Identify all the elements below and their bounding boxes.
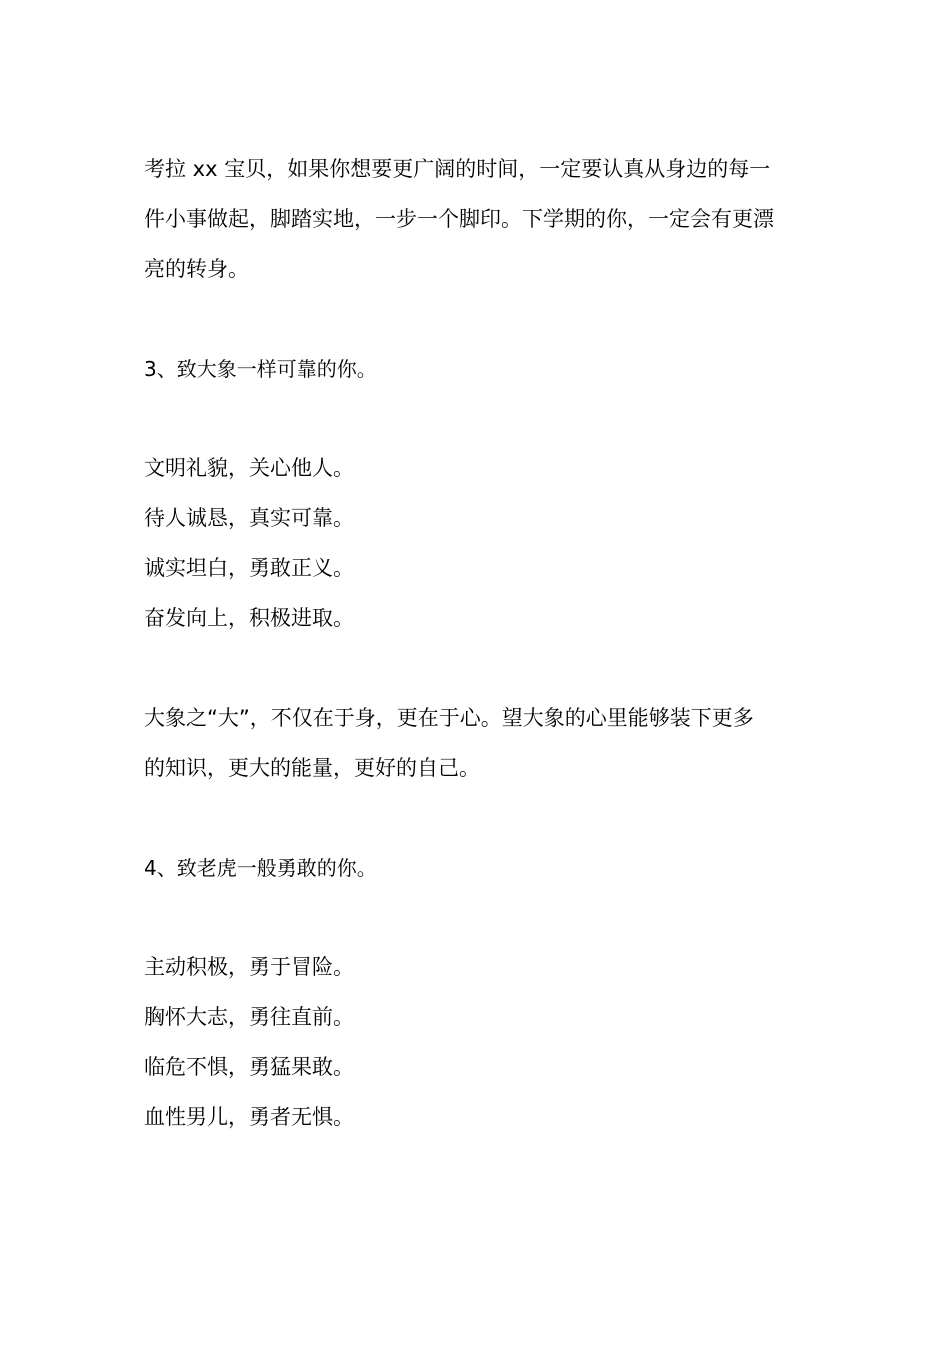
paragraph-line: 考拉 xx 宝贝，如果你想要更广阔的时间，一定要认真从身边的每一	[144, 157, 771, 181]
trait-line: 血性男儿，勇者无惧。	[144, 1105, 354, 1129]
trait-line: 文明礼貌，关心他人。	[144, 456, 354, 480]
section-heading: 4、致老虎一般勇敢的你。	[144, 856, 377, 880]
trait-line: 临危不惧，勇猛果敢。	[144, 1055, 354, 1079]
trait-line: 待人诚恳，真实可靠。	[144, 506, 354, 530]
trait-line: 胸怀大志，勇往直前。	[144, 1005, 354, 1029]
trait-line: 主动积极，勇于冒险。	[144, 955, 354, 979]
trait-line: 奋发向上，积极进取。	[144, 606, 354, 630]
paragraph-line: 件小事做起，脚踏实地，一步一个脚印。下学期的你，一定会有更漂	[144, 207, 774, 231]
paragraph-line: 的知识，更大的能量，更好的自己。	[144, 756, 480, 780]
paragraph-line: 大象之“大”，不仅在于身，更在于心。望大象的心里能够装下更多	[144, 706, 754, 730]
paragraph-line: 亮的转身。	[144, 257, 249, 281]
trait-line: 诚实坦白，勇敢正义。	[144, 556, 354, 580]
section-heading: 3、致大象一样可靠的你。	[144, 357, 377, 381]
